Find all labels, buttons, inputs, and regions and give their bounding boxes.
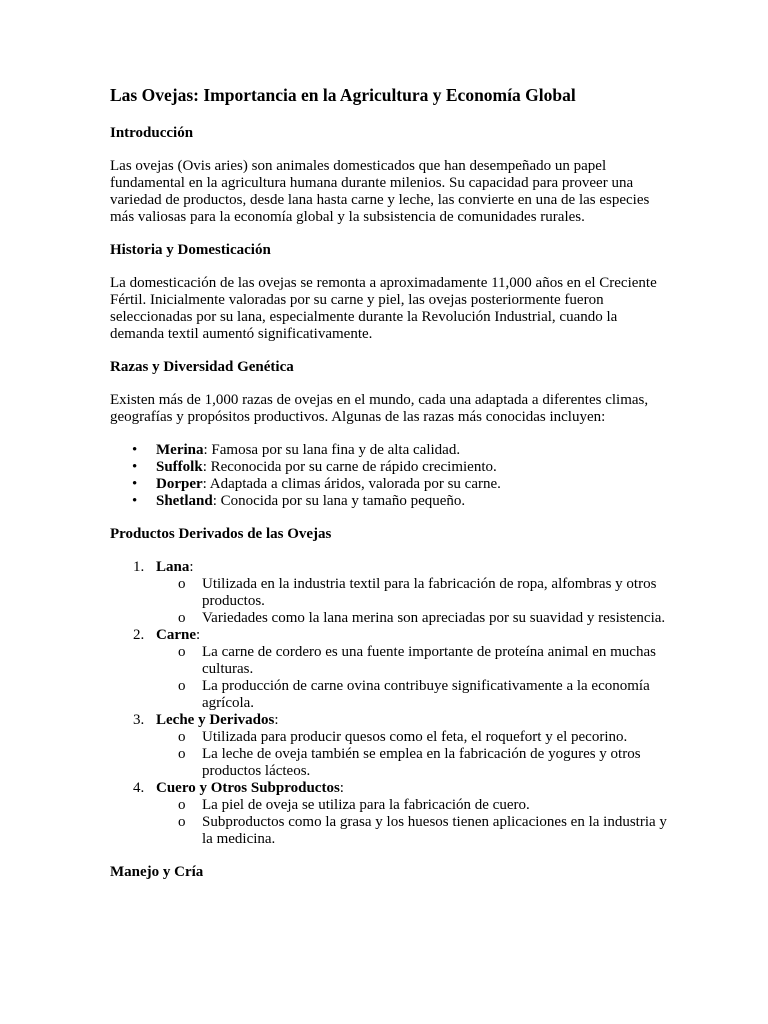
- list-item: 2. Carne: o La carne de cordero es una fuente importante de proteína animal en muchas culturas. o La producción de carne ovina contribuye significativamente a la economía agrícola.: [110, 627, 670, 712]
- document-page: [110, 85, 670, 897]
- paragraph-breeds: Existen más de 1,000 razas de ovejas en el mundo, cada una adaptada a diferentes climas, geografías y propósitos productivos. Algunas de las razas más conocidas incluyen:: [110, 392, 649, 425]
- sub-list-item: o Variedades como la lana merina son apreciadas por su suavidad y resistencia.: [110, 610, 670, 627]
- section-heading-breeds: Razas y Diversidad Genética: [110, 359, 294, 375]
- sub-list: [156, 576, 670, 627]
- sub-list-item: o Subproductos como la grasa y los huesos tienen aplicaciones en la industria y la medicina.: [110, 814, 670, 848]
- paragraph-history: La domesticación de las ovejas se remonta a aproximadamente 11,000 años en el Creciente Fértil. Inicialmente valoradas por su carne y piel, las ovejas posteriormente fueron seleccionadas por su lana, especialmente durante la Revolución Industrial, cuando la demanda textil aumentó significativamente.: [110, 275, 657, 342]
- breed-name: Suffolk: [156, 459, 203, 475]
- sub-list-item: o La carne de cordero es una fuente importante de proteína animal en muchas culturas.: [110, 644, 670, 678]
- breed-description: : Famosa por su lana fina y de alta calidad.: [203, 442, 461, 458]
- sub-list-item: o La leche de oveja también se emplea en la fabricación de yogures y otros productos lácteos.: [110, 746, 670, 780]
- product-name: Carne: [156, 627, 196, 643]
- list-item: [110, 493, 670, 510]
- sub-list: [156, 644, 670, 712]
- paragraph-intro: Las ovejas (Ovis aries) son animales domesticados que han desempeñado un papel fundamental en la agricultura humana durante milenios. Su capacidad para proveer una variedad de productos, desde lana hasta carne y leche, las convierte en una de las especies más valiosas para la economía global y la subsistencia de comunidades rurales.: [110, 158, 650, 225]
- breed-description: : Reconocida por su carne de rápido crecimiento.: [202, 459, 497, 475]
- list-item: 1. Lana: o Utilizada en la industria textil para la fabricación de ropa, alfombras y otros productos. o Variedades como la lana merina son apreciadas por su suavidad y resistencia.: [110, 559, 670, 627]
- sub-list: [156, 729, 670, 780]
- sub-list-item: o Utilizada en la industria textil para la fabricación de ropa, alfombras y otros productos.: [110, 576, 670, 610]
- list-item: 4. Cuero y Otros Subproductos: o La piel de oveja se utiliza para la fabricación de cuero. o Subproductos como la grasa y los huesos tienen aplicaciones en la industria y la medicina.: [110, 780, 670, 848]
- section-heading-products: Productos Derivados de las Ovejas: [110, 526, 332, 542]
- breed-name: Dorper: [156, 476, 203, 492]
- sub-list: [156, 797, 670, 848]
- products-list: [110, 559, 670, 848]
- breed-description: : Conocida por su lana y tamaño pequeño.: [212, 493, 466, 509]
- section-heading-intro: Introducción: [110, 125, 194, 141]
- sub-list-item: o La piel de oveja se utiliza para la fabricación de cuero.: [110, 797, 670, 814]
- breed-description: : Adaptada a climas áridos, valorada por su carne.: [202, 476, 501, 492]
- item-number: 4.: [133, 780, 145, 796]
- breed-name: Merina: [156, 442, 204, 458]
- section-heading-management: Manejo y Cría: [110, 864, 204, 880]
- list-item: [110, 442, 670, 459]
- item-number: 1.: [133, 559, 145, 575]
- list-item: 3. Leche y Derivados: o Utilizada para producir quesos como el feta, el roquefort y el pecorino. o La leche de oveja también se emplea en la fabricación de yogures y otros productos lácteos.: [110, 712, 670, 780]
- product-name: Leche y Derivados: [156, 712, 275, 728]
- product-name: Lana: [156, 559, 190, 575]
- document-title: Las Ovejas: Importancia en la Agricultura y Economía Global: [110, 85, 576, 105]
- list-item: [110, 459, 670, 476]
- product-name: Cuero y Otros Subproductos: [156, 780, 340, 796]
- list-item: [110, 476, 670, 493]
- item-number: 3.: [133, 712, 145, 728]
- sub-list-item: o Utilizada para producir quesos como el feta, el roquefort y el pecorino.: [110, 729, 670, 746]
- sub-list-item: o La producción de carne ovina contribuye significativamente a la economía agrícola.: [110, 678, 670, 712]
- breed-name: Shetland: [156, 493, 213, 509]
- item-number: 2.: [133, 627, 145, 643]
- breeds-list: [110, 442, 670, 510]
- section-heading-history: Historia y Domesticación: [110, 242, 271, 258]
